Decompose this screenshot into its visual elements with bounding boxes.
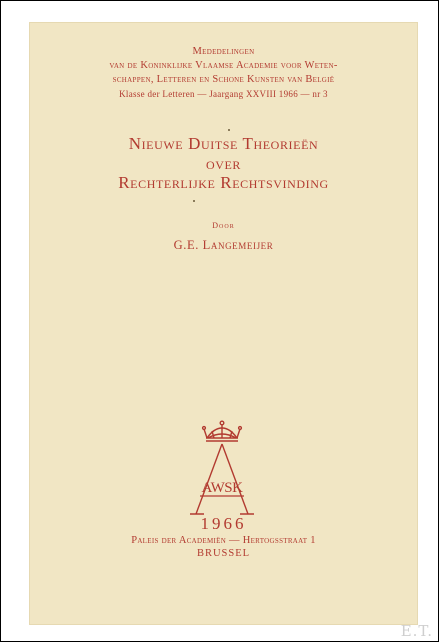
title-line3: Rechterlijke Rechtsvinding: [118, 173, 329, 192]
paper-speck: [228, 129, 230, 131]
byline-door: Door: [212, 221, 235, 230]
title-line1: Nieuwe Duitse Theorieën: [128, 134, 319, 153]
series-label: Mededelingen: [192, 46, 255, 57]
paper-speck: [193, 200, 195, 202]
publication-year: 1966: [200, 514, 247, 533]
title-line2: over: [205, 154, 242, 173]
publisher-city: BRUSSEL: [196, 548, 251, 559]
svg-text:AWSK: AWSK: [201, 480, 243, 496]
academy-name-line1: van de Koninklijke Vlaamse Academie voor Weten-: [109, 60, 338, 71]
publisher-address: Paleis der Academiën — Hertogsstraat 1: [131, 535, 316, 546]
class-volume-line: Klasse der Letteren — Jaargang XXVIII 1966 — nr 3: [119, 89, 328, 99]
academy-name-line2: schappen, Letteren en Schone Kunsten van België: [112, 74, 335, 85]
author-name: G.E. Langemeijer: [173, 238, 274, 252]
book-cover: [29, 22, 418, 625]
academy-crown-monogram-logo: [184, 418, 260, 528]
seller-watermark: E.T.: [400, 622, 433, 640]
